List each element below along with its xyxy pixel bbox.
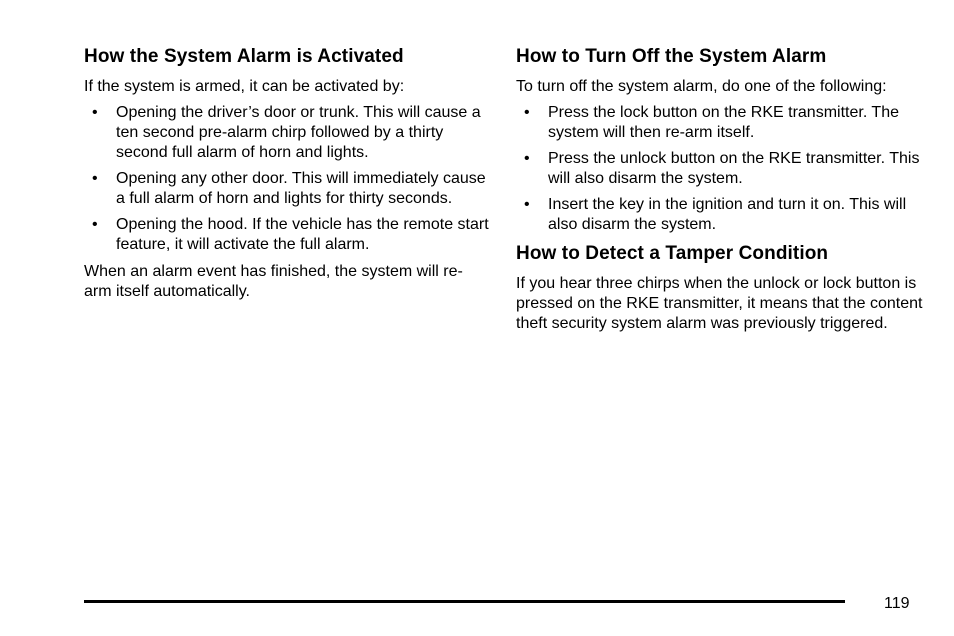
list-item-text: Opening the hood. If the vehicle has the remote start feature, it will activate the full alarm. xyxy=(116,216,489,253)
section-heading-turn-off-alarm: How to Turn Off the System Alarm xyxy=(516,46,827,67)
bullet-icon: • xyxy=(524,196,530,213)
list-item xyxy=(84,215,489,255)
bullet-icon: • xyxy=(524,150,530,167)
list-item-text: Insert the key in the ignition and turn it on. This will also disarm the system. xyxy=(548,196,907,233)
right-column xyxy=(516,45,926,340)
list-item-text: Press the lock button on the RKE transmitter. The system will then re-arm itself. xyxy=(548,104,899,141)
bullet-icon: • xyxy=(92,104,98,121)
list-item xyxy=(516,103,926,143)
page-number: 119 xyxy=(884,595,910,612)
left-column xyxy=(84,45,489,308)
tamper-condition-text: If you hear three chirps when the unlock or lock button is pressed on the RKE transmitter, it means that the content theft security system alarm was previously triggered. xyxy=(516,275,923,332)
list-item xyxy=(516,149,926,189)
bullet-icon: • xyxy=(524,104,530,121)
turn-off-list xyxy=(516,103,926,235)
list-item xyxy=(84,169,489,209)
alarm-activated-intro: If the system is armed, it can be activated by: xyxy=(84,78,405,95)
list-item-text: Opening any other door. This will immediately cause a full alarm of horn and lights for thirty seconds. xyxy=(116,170,486,207)
list-item xyxy=(84,103,489,163)
section-heading-alarm-activated: How the System Alarm is Activated xyxy=(84,46,404,67)
section-heading-tamper-condition: How to Detect a Tamper Condition xyxy=(516,243,829,264)
alarm-activated-list xyxy=(84,103,489,255)
footer-divider xyxy=(84,600,845,603)
list-item-text: Opening the driver’s door or trunk. This will cause a ten second pre-alarm chirp followed by a thirty second full alarm of horn and lights. xyxy=(116,104,481,161)
list-item xyxy=(516,195,926,235)
list-item-text: Press the unlock button on the RKE transmitter. This will also disarm the system. xyxy=(548,150,920,187)
bullet-icon: • xyxy=(92,170,98,187)
bullet-icon: • xyxy=(92,216,98,233)
turn-off-intro: To turn off the system alarm, do one of the following: xyxy=(516,78,887,95)
alarm-rearm-note: When an alarm event has finished, the system will re-arm itself automatically. xyxy=(84,263,463,300)
